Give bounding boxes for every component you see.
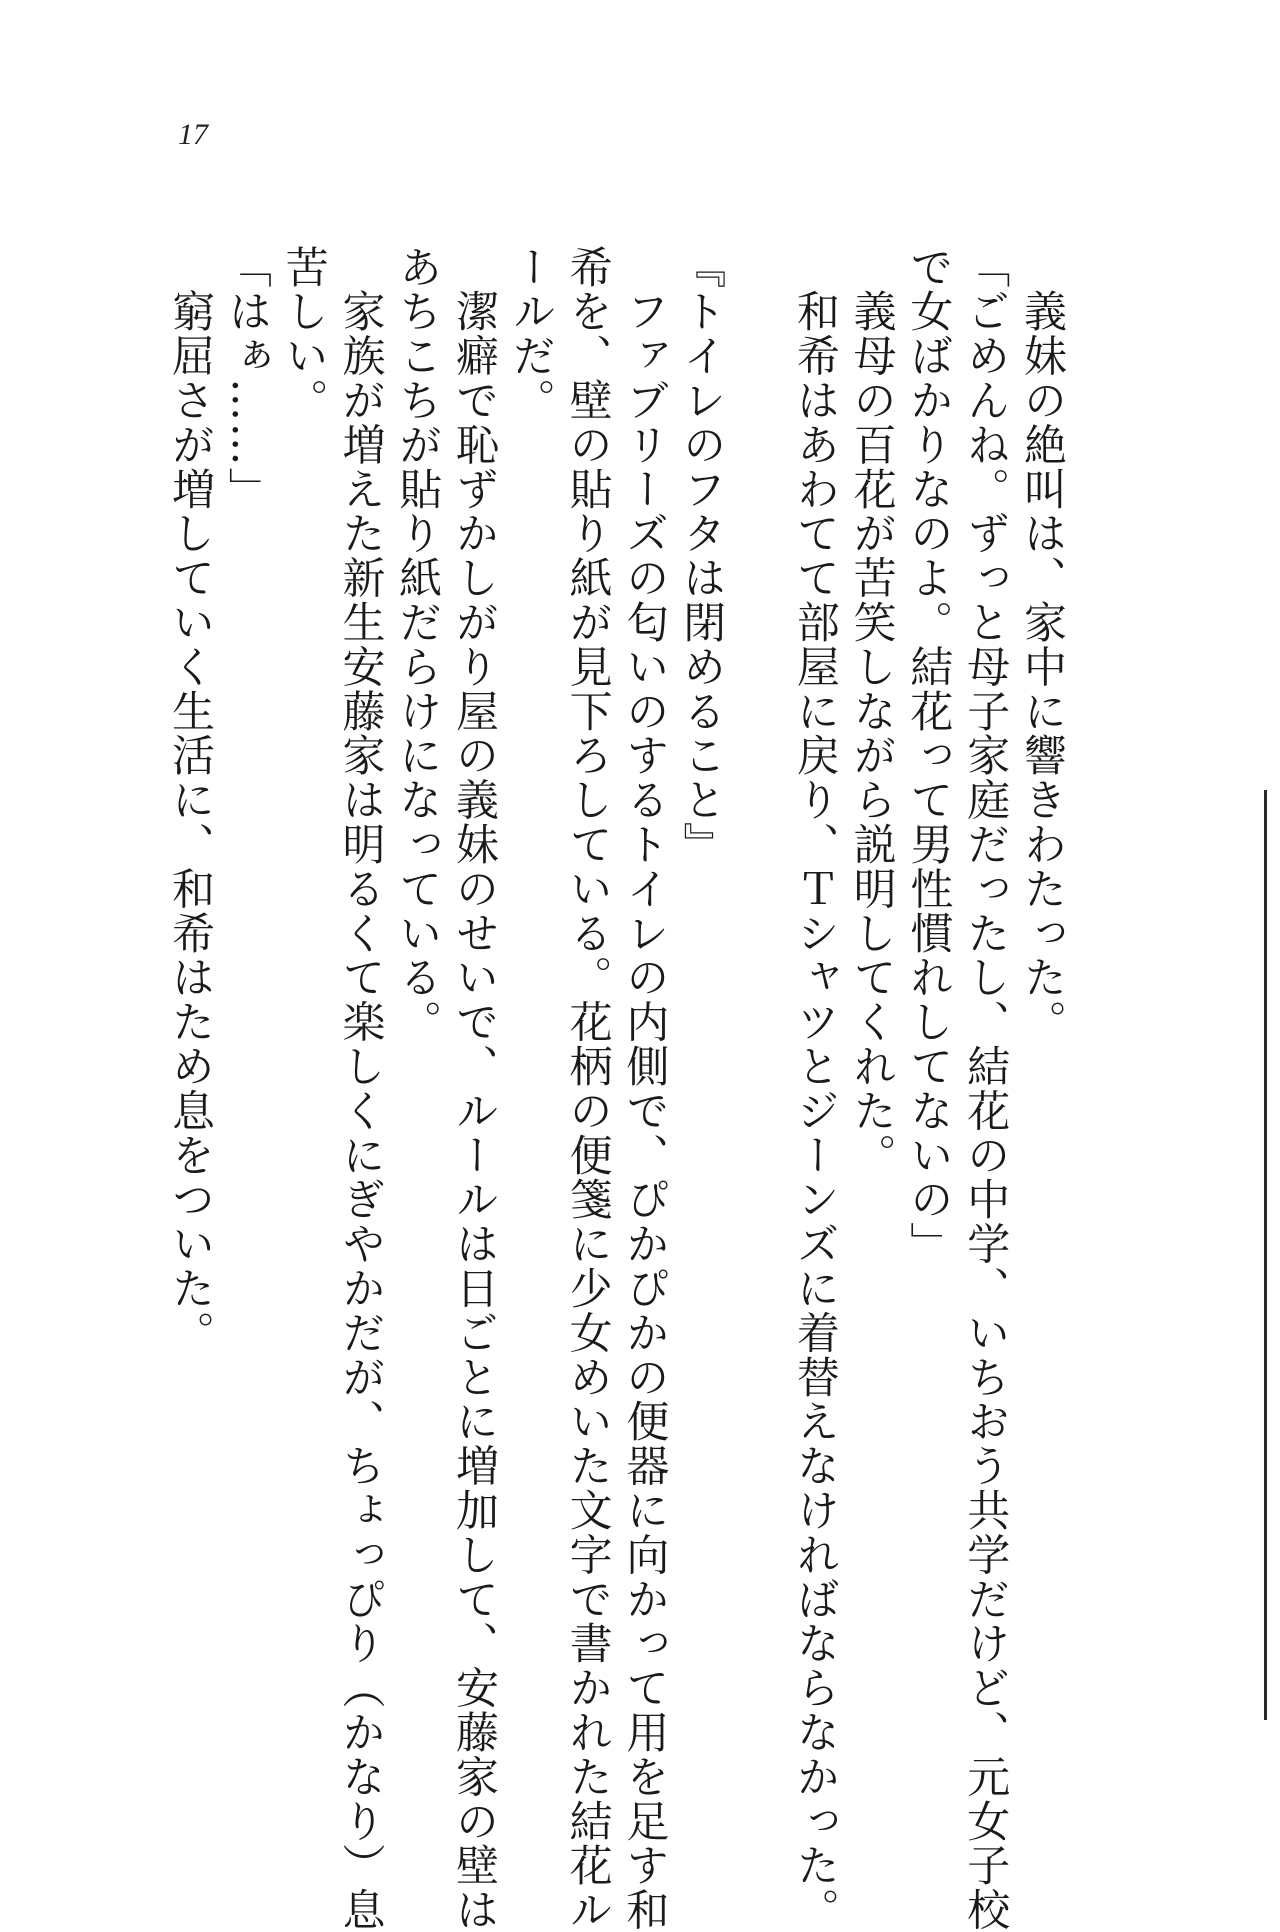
text-line: 希を、壁の貼り紙が見下ろしている。花柄の便箋に少女めいた文字で書かれた結花ル xyxy=(562,245,613,1932)
text-line: 義妹の絶叫は、家中に響きわたった。 xyxy=(1017,245,1067,1045)
scan-edge-line xyxy=(1264,790,1267,1720)
text-line: 『トイレのフタは閉めること』 xyxy=(676,245,727,867)
text-line: 和希はあわてて部屋に戻り、Ｔシャツとジーンズに着替えなければならなかった。 xyxy=(789,245,840,1932)
text-line: ールだ。 xyxy=(505,245,556,423)
text-line: 家族が増えた新生安藤家は明るくて楽しくにぎやかだが、ちょっぴり（かなり）息 xyxy=(335,245,386,1932)
text-line: で女ばかりなのよ。結花って男性慣れしてないの」 xyxy=(903,245,954,1267)
text-line: 窮屈さが増していく生活に、和希はため息をついた。 xyxy=(165,245,216,1355)
novel-body-text xyxy=(165,245,1070,1932)
text-line: 「はぁ……」 xyxy=(221,245,272,512)
text-line: 潔癖で恥ずかしがり屋の義妹のせいで、ルールは日ごとに増加して、安藤家の壁は xyxy=(449,245,500,1932)
blank-line xyxy=(729,245,786,1585)
text-line: あちこちが貼り紙だらけになっている。 xyxy=(392,245,443,1045)
text-line: ファブリーズの匂いのするトイレの内側で、ぴかぴかの便器に向かって用を足す和 xyxy=(619,245,670,1932)
page-number: 17 xyxy=(178,118,208,151)
text-line: 義母の百花が苦笑しながら説明してくれた。 xyxy=(846,245,897,1178)
text-line: 「ごめんね。ずっと母子家庭だったし、結花の中学、いちおう共学だけど、元女子校 xyxy=(960,245,1011,1932)
text-line: 苦しい。 xyxy=(278,245,329,423)
